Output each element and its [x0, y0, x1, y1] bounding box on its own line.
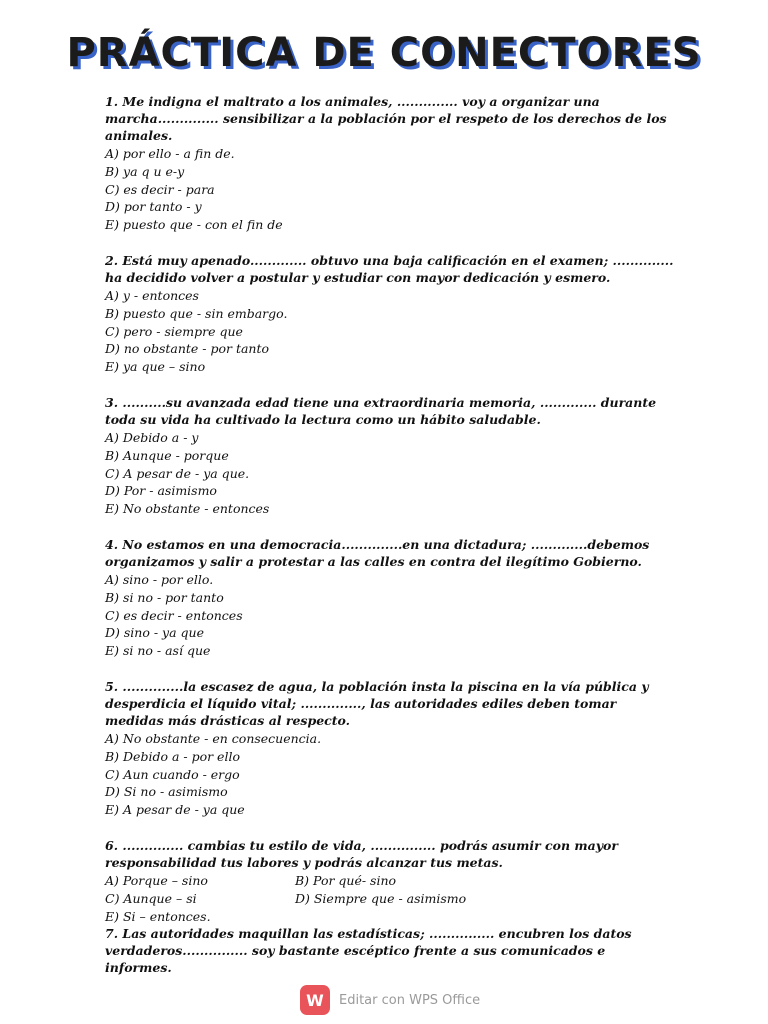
- option-b: B) ya q u e-y: [105, 163, 185, 179]
- option-d: D) Por - asimismo: [105, 483, 217, 499]
- question-stem: 5. ..............la escasez de agua, la población insta la piscina en la vía pública y desperdicia el líquido vital; .............., las autoridades ediles deben tomar medidas más drásticas al respecto.: [105, 678, 649, 728]
- option-e: E) ya que – sino: [105, 359, 206, 375]
- option-a: A) No obstante - en consecuencia.: [105, 730, 322, 746]
- option-d: D) por tanto - y: [105, 199, 202, 215]
- question-5: [105, 678, 675, 819]
- option-b: B) Aunque - porque: [105, 447, 229, 463]
- option-d: D) sino - ya que: [105, 625, 204, 641]
- option-b: B) si no - por tanto: [105, 589, 224, 605]
- option-a: A) Porque – sino: [105, 872, 208, 888]
- option-e: E) No obstante - entonces: [105, 501, 270, 517]
- option-e: E) Si – entonces.: [105, 908, 211, 924]
- question-7: [105, 925, 675, 976]
- option-b: B) puesto que - sin embargo.: [105, 305, 288, 321]
- question-3: [105, 394, 675, 518]
- option-a: A) Debido a - y: [105, 429, 199, 445]
- wps-edit-label[interactable]: Editar con WPS Office: [339, 992, 481, 1008]
- wps-logo-letter: W: [306, 992, 324, 1008]
- question-list: [105, 93, 675, 994]
- option-c: C) Aunque – si: [105, 890, 197, 906]
- question-stem: 4. No estamos en una democracia..............en una dictadura; .............debemos organizamos y salir a protestar a las calles en contra del ilegítimo Gobierno.: [105, 536, 650, 569]
- option-d: D) Siempre que - asimismo: [295, 890, 467, 906]
- question-stem: 2. Está muy apenado............. obtuvo una baja calificación en el examen; .............. ha decidido volver a postular y estudiar con mayor dedicación y esmero.: [105, 252, 674, 285]
- wps-office-icon: [300, 985, 330, 1015]
- option-c: C) A pesar de - ya que.: [105, 465, 250, 481]
- question-stem: 1. Me indigna el maltrato a los animales, .............. voy a organizar una marcha.............. sensibilizar a la población por el respeto de los derechos de los animales.: [105, 94, 667, 143]
- option-b: B) Por qué- sino: [295, 872, 397, 888]
- option-row: [105, 890, 675, 908]
- option-row: [105, 872, 675, 890]
- wps-edit-badge[interactable]: [300, 984, 480, 1016]
- option-d: D) Si no - asimismo: [105, 784, 228, 800]
- option-c: C) pero - siempre que: [105, 323, 243, 339]
- option-c: C) es decir - entonces: [105, 607, 243, 623]
- option-a: A) sino - por ello.: [105, 571, 214, 587]
- question-1: [105, 93, 675, 234]
- option-a: A) y - entonces: [105, 287, 199, 303]
- wps-logo-glyph: [305, 992, 325, 1008]
- question-2: [105, 252, 675, 376]
- option-e: E) puesto que - con el fin de: [105, 217, 283, 233]
- option-b: B) Debido a - por ello: [105, 748, 240, 764]
- question-stem: 3. ..........su avanzada edad tiene una extraordinaria memoria, ............. durante toda su vida ha cultivado la lectura como un hábito saludable.: [105, 394, 657, 427]
- option-c: C) es decir - para: [105, 181, 215, 197]
- option-d: D) no obstante - por tanto: [105, 341, 270, 357]
- page-title: PRÁCTICA DE CONECTORES: [66, 30, 702, 76]
- option-a: A) por ello - a fin de.: [105, 146, 235, 161]
- option-c: C) Aun cuando - ergo: [105, 766, 240, 782]
- question-stem: 6. .............. cambias tu estilo de vida, ............... podrás asumir con mayor responsabilidad tus labores y podrás alcanzar tus metas.: [105, 837, 618, 870]
- question-stem: 7. Las autoridades maquillan las estadísticas; ............... encubren los datos verdaderos............... soy bastante escéptico frente a sus comunicados e informes.: [105, 926, 632, 976]
- question-4: [105, 536, 675, 660]
- option-e: E) si no - así que: [105, 643, 211, 659]
- question-6: [105, 837, 675, 925]
- option-e: E) A pesar de - ya que: [105, 802, 245, 818]
